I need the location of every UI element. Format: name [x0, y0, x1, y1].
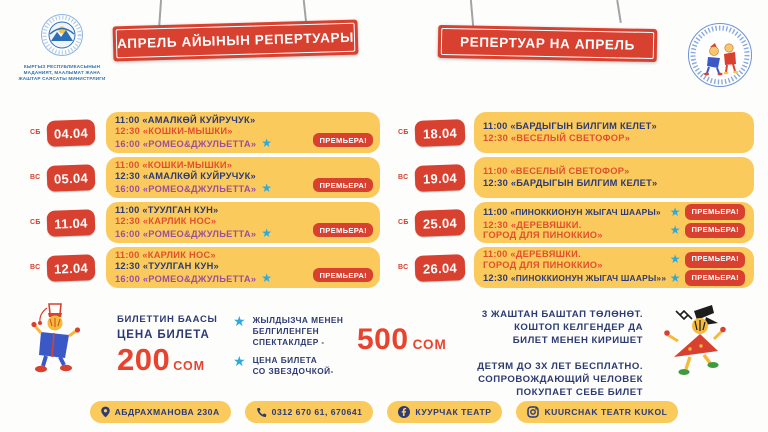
star-note-line: ЦЕНА БИЛЕТА [252, 355, 318, 365]
schedule-column-left [30, 112, 380, 292]
shows-box [106, 112, 380, 153]
schedule-row [398, 112, 754, 153]
instagram-icon [527, 406, 539, 418]
facebook-icon [398, 406, 410, 418]
address-pill [90, 401, 231, 423]
theater-logo [686, 21, 754, 94]
show-time: 16:00 [115, 138, 141, 149]
date-badge: 11.04 [47, 209, 96, 237]
show-title: «ДЕРЕВЯШКИ. [510, 219, 582, 230]
banner-string [616, 0, 621, 23]
note-line: БИЛЕТ МЕНЕН КИРИШЕТ [512, 335, 643, 346]
show-entry [483, 249, 745, 270]
show-title: «ВЕСЕЛЫЙ СВЕТОФОР» [510, 132, 631, 143]
admission-notes [448, 308, 643, 399]
show-entry [483, 220, 745, 241]
instagram-text: KUURCHAK TEATR KUKOL [544, 407, 668, 417]
show-time: 16:00 [115, 273, 141, 284]
show-time: 12:30 [115, 261, 141, 272]
day-label: СБ [398, 219, 409, 226]
show-time: 11:00 [483, 121, 508, 132]
show-time: 12:30 [483, 219, 509, 230]
day-label: ВС [30, 264, 41, 271]
note-line: СОПРОВОЖДАЮЩИЙ ЧЕЛОВЕК [478, 374, 643, 385]
facebook-text: КУУРЧАК ТЕАТР [415, 407, 492, 417]
premiere-badge: ПРЕМЬЕРА! [313, 178, 373, 192]
show-title: «ПИНОККИОНУН ЖЫГАЧ ШААРЫ»» [510, 272, 667, 283]
footer [0, 401, 768, 423]
show-entry [115, 115, 371, 126]
show-entry [483, 166, 745, 177]
day-label: СБ [30, 219, 41, 226]
show-title: «РОМЕО&ДЖУЛЬЕТТА» [142, 228, 257, 239]
puppet-character-left-illustration [27, 300, 83, 381]
ministry-name [16, 64, 108, 81]
show-title: «ПИНОККИОНУН ЖЫГАЧ ШААРЫ» [510, 206, 661, 217]
star-icon: ★ [669, 204, 681, 219]
premiere-badge: ПРЕМЬЕРА! [313, 133, 373, 147]
show-entry [483, 204, 745, 220]
day-label: ВС [30, 174, 41, 181]
star-note-line: БЕЛГИЛЕНГЕН [252, 325, 320, 336]
day-label: СБ [398, 129, 409, 136]
price-label-russian: ЦЕНА БИЛЕТА [117, 329, 210, 341]
schedule-row [30, 112, 380, 153]
day-label: СБ [30, 129, 41, 136]
star-icon: ★ [669, 252, 681, 267]
star-icon: ★ [261, 135, 273, 150]
star-icon: ★ [669, 223, 681, 237]
theater-emblem-icon [686, 21, 754, 89]
show-time: 11:00 [115, 250, 140, 261]
show-title: «ДЕРЕВЯШКИ. [510, 249, 581, 260]
show-title-line2: ГОРОД ДЛЯ ПИНОККИО» [483, 259, 603, 270]
date-badge: 18.04 [415, 119, 466, 147]
show-title: «ТУУЛГАН КУН» [142, 205, 219, 216]
ministry-name-line: КЫРГЫЗ РЕСПУБЛИКАСЫНЫН [23, 64, 101, 69]
show-entry [483, 178, 745, 189]
shows-box [474, 247, 754, 288]
show-title: «БАРДЫГЫН БИЛГИМ КЕЛЕТ» [510, 177, 658, 188]
show-title: «КОШКИ-МЫШКИ» [142, 160, 233, 171]
poster-title-russian: РЕПЕРТУАР НА АПРЕЛЬ [441, 28, 654, 59]
show-entry [483, 121, 745, 132]
star-icon: ★ [261, 225, 273, 240]
show-time: 12:30 [115, 216, 141, 227]
show-time: 16:00 [115, 228, 141, 239]
shows-box [106, 247, 380, 288]
star-note-russian [233, 355, 334, 377]
star-note-line: СПЕКТАКЛДЕР - [252, 336, 325, 347]
premiere-badge: ПРЕМЬЕРА! [685, 252, 745, 268]
date-badge: 05.04 [47, 164, 96, 192]
admission-note-russian [448, 360, 643, 399]
shows-box [106, 157, 380, 198]
schedule-row [30, 247, 380, 288]
address-text: АБДРАХМАНОВА 230А [114, 407, 220, 417]
show-time: 11:00 [483, 166, 508, 177]
show-time: 12:30 [115, 126, 141, 137]
puppet-tiger-icon [27, 300, 83, 376]
show-title: «РОМЕО&ДЖУЛЬЕТТА» [142, 183, 257, 194]
price-label-kyrgyz: БИЛЕТТИН БААСЫ [117, 314, 218, 325]
price-amount: 200 [117, 342, 171, 377]
shows-box [474, 157, 754, 198]
show-time: 16:00 [115, 183, 141, 194]
shows-box [474, 112, 754, 153]
day-label: ВС [398, 264, 409, 271]
shows-box [106, 202, 380, 243]
star-icon: ★ [261, 270, 273, 285]
show-title: «АМАЛКӨЙ КУЙРУЧУК» [142, 171, 256, 182]
star-note-line: ЖЫЛДЫЗЧА МЕНЕН [252, 315, 344, 325]
show-time: 11:00 [115, 160, 140, 171]
note-line: 3 ЖАШТАН БАШТАП ТӨЛӨНӨТ. [481, 309, 643, 320]
date-badge: 12.04 [47, 254, 96, 282]
phone-pill [245, 401, 374, 423]
show-time: 12:30 [483, 272, 509, 283]
show-time: 11:00 [483, 206, 508, 217]
price-block [117, 314, 218, 378]
show-entry [115, 250, 371, 261]
phone-icon [256, 407, 267, 418]
date-badge: 19.04 [415, 164, 466, 192]
day-label: ВС [398, 174, 409, 181]
admission-note-kyrgyz [448, 308, 643, 347]
star-icon: ★ [669, 270, 681, 285]
price-currency: СОМ [173, 359, 206, 373]
banner-left [113, 20, 359, 62]
star-icon: ★ [233, 313, 246, 329]
show-title: «РОМЕО&ДЖУЛЬЕТТА» [142, 138, 257, 149]
show-time: 11:00 [115, 205, 140, 216]
star-icon: ★ [233, 353, 246, 369]
show-title: «КАРЛИК НОС» [142, 216, 217, 227]
premiere-badge: ПРЕМЬЕРА! [685, 223, 745, 239]
show-time: 12:30 [483, 132, 509, 143]
schedule-row [398, 247, 754, 288]
poster-title-kyrgyz: АПРЕЛЬ АЙЫНЫН РЕПЕРТУАРЫ [116, 23, 356, 59]
show-time: 12:30 [483, 177, 509, 188]
show-title-line2: ГОРОД ДЛЯ ПИНОККИО» [483, 230, 603, 241]
banner-string [470, 0, 474, 26]
star-icon: ★ [261, 180, 273, 195]
show-title: «РОМЕО&ДЖУЛЬЕТТА» [142, 273, 257, 284]
note-line: КОШТОП КЕЛГЕНДЕР ДА [514, 322, 643, 333]
show-title: «АМАЛКӨЙ КУЙРУЧУК» [142, 115, 256, 126]
schedule-row [398, 157, 754, 198]
instagram-pill [516, 401, 678, 423]
schedule-column-right [398, 112, 754, 292]
schedule-row [398, 202, 754, 243]
date-badge: 25.04 [415, 209, 466, 237]
star-price-value [357, 323, 447, 357]
facebook-pill [387, 401, 502, 423]
show-entry [115, 160, 371, 171]
banner-right [438, 25, 658, 62]
ministry-name-line: МАДАНИЯТ, МААЛЫМАТ ЖАНА [23, 69, 101, 75]
show-title: «ТУУЛГАН КУН» [142, 261, 219, 272]
show-time: 11:00 [483, 249, 508, 260]
date-badge: 26.04 [415, 254, 466, 282]
ministry-logo [16, 13, 108, 81]
jester-tiger-icon [660, 301, 726, 381]
jester-character-right-illustration [660, 301, 726, 386]
show-entry [115, 205, 371, 216]
show-title: «ВЕСЕЛЫЙ СВЕТОФОР» [510, 166, 630, 177]
star-price-amount: 500 [357, 323, 409, 356]
premiere-badge: ПРЕМЬЕРА! [685, 204, 745, 220]
price-value [117, 342, 218, 378]
star-price-currency: СОМ [412, 337, 447, 352]
note-line: ПОКУПАЕТ СЕБЕ БИЛЕТ [516, 387, 643, 398]
show-title: «БАРДЫГЫН БИЛГИМ КЕЛЕТ» [510, 121, 657, 132]
show-entry [483, 270, 745, 286]
ministry-emblem-icon [40, 13, 84, 57]
shows-box [474, 202, 754, 243]
location-pin-icon [101, 406, 110, 418]
show-time: 12:30 [115, 171, 141, 182]
premiere-badge: ПРЕМЬЕРА! [313, 268, 373, 282]
show-entry [483, 133, 745, 144]
premiere-badge: ПРЕМЬЕРА! [685, 270, 745, 286]
show-title: «КОШКИ-МЫШКИ» [142, 126, 233, 137]
ministry-name-line: ЖАШТАР САЯСАТЫ МИНИСТРЛИГИ [18, 75, 106, 81]
star-note-line: СО ЗВЕЗДОЧКОЙ- [252, 365, 334, 376]
date-badge: 04.04 [47, 119, 96, 147]
schedule-row [30, 157, 380, 198]
star-note-kyrgyz [233, 315, 343, 347]
phone-text: 0312 670 61, 670641 [271, 407, 363, 417]
show-time: 11:00 [115, 115, 140, 126]
schedule-row [30, 202, 380, 243]
note-line: ДЕТЯМ ДО 3Х ЛЕТ БЕСПЛАТНО. [477, 361, 643, 372]
premiere-badge: ПРЕМЬЕРА! [313, 223, 373, 237]
show-title: «КАРЛИК НОС» [142, 250, 216, 261]
